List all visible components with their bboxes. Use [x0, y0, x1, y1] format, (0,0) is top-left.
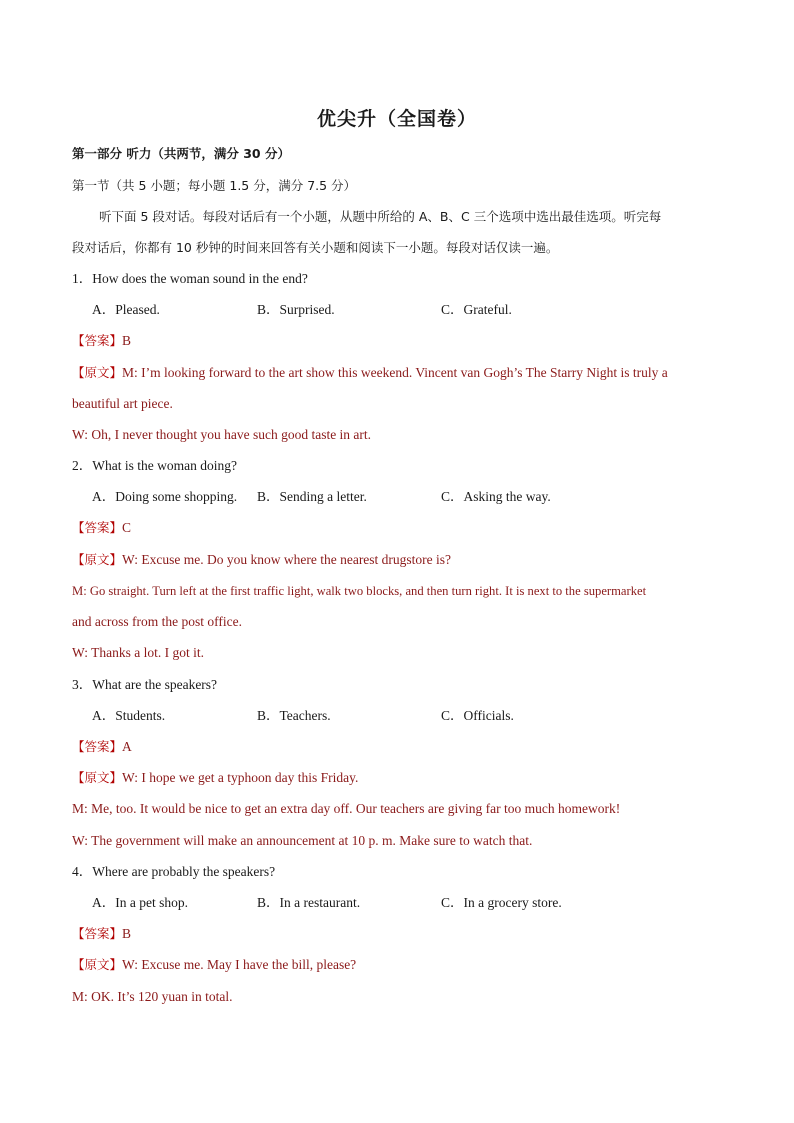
transcript-4-line-1: 【原文】W: Excuse me. May I have the bill, please?: [72, 957, 357, 972]
part-heading: 第一部分 听力（共两节，满分 30 分）: [72, 146, 290, 161]
option-b: B．Sending a letter.: [257, 489, 367, 504]
answer-3: 【答案】A: [72, 739, 132, 754]
option-c: C．Grateful.: [441, 302, 512, 317]
transcript-1-line-3: W: Oh, I never thought you have such good taste in art.: [72, 427, 372, 442]
answer-4: 【答案】B: [72, 926, 132, 941]
option-c: C．Asking the way.: [441, 489, 551, 504]
transcript-3-line-2: M: Me, too. It would be nice to get an extra day off. Our teachers are giving far too much homework!: [72, 801, 621, 816]
option-a: A．Doing some shopping.: [92, 489, 238, 504]
question-1: 1．How does the woman sound in the end?: [72, 271, 308, 286]
option-c: C．Officials.: [441, 708, 514, 723]
transcript-4-line-2: M: OK. It’s 120 yuan in total.: [72, 989, 233, 1004]
answer-2: 【答案】C: [72, 520, 132, 535]
answer-1: 【答案】B: [72, 333, 132, 348]
page-title: 优尖升（全国卷）: [316, 108, 477, 130]
option-c: C．In a grocery store.: [441, 895, 562, 910]
option-a: A．In a pet shop.: [92, 895, 188, 910]
option-b: B．In a restaurant.: [257, 895, 361, 910]
option-b: B．Surprised.: [257, 302, 335, 317]
question-4: 4．Where are probably the speakers?: [72, 864, 276, 879]
transcript-2-line-2: M: Go straight. Turn left at the first traffic light, walk two blocks, and then turn right. It is next to the supermarket: [72, 584, 647, 598]
transcript-1-line-1: 【原文】M: I’m looking forward to the art show this weekend. Vincent van Gogh’s The Starry Night is truly a: [72, 365, 668, 380]
question-3: 3．What are the speakers?: [72, 677, 218, 692]
transcript-2-line-3: and across from the post office.: [72, 614, 242, 629]
instructions-line-2: 段对话后，你都有 10 秒钟的时间来回答有关小题和阅读下一小题。每段对话仅读一遍。: [72, 240, 559, 255]
instructions-line-1: 听下面 5 段对话。每段对话后有一个小题，从题中所给的 A、B、C 三个选项中选出最佳选项。听完每: [99, 209, 662, 224]
option-a: A．Pleased.: [92, 302, 160, 317]
transcript-1-line-2: beautiful art piece.: [72, 396, 173, 411]
option-b: B．Teachers.: [257, 708, 331, 723]
transcript-2-line-1: 【原文】W: Excuse me. Do you know where the nearest drugstore is?: [72, 552, 452, 567]
option-a: A．Students.: [92, 708, 166, 723]
question-2: 2．What is the woman doing?: [72, 458, 237, 473]
transcript-3-line-3: W: The government will make an announcement at 10 p. m. Make sure to watch that.: [72, 833, 533, 848]
transcript-3-line-1: 【原文】W: I hope we get a typhoon day this Friday.: [72, 770, 359, 785]
transcript-2-line-4: W: Thanks a lot. I got it.: [72, 645, 204, 660]
section-heading: 第一节（共 5 小题；每小题 1.5 分，满分 7.5 分）: [72, 178, 357, 193]
